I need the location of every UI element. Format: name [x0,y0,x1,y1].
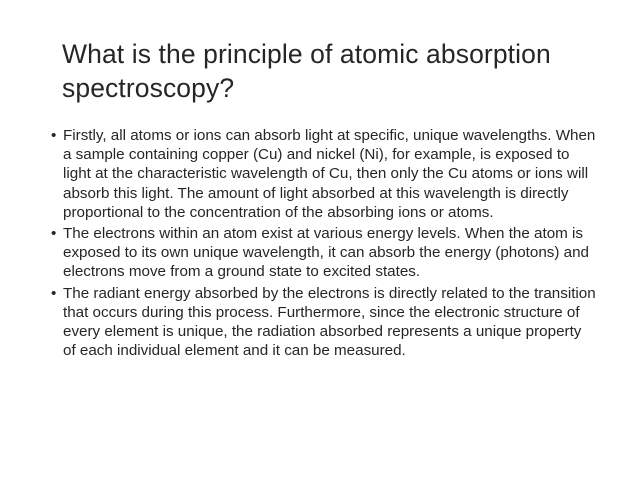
bullet-item [52,284,598,361]
bullet-item [52,224,598,282]
bullet-item [52,126,598,222]
bullet-text: The radiant energy absorbed by the electrons is directly related to the transition that occurs during this process. Furthermore, since the electronic structure of every element is unique, the radiation absorbed represents a unique property of each individual element and it can be measured. [63,284,596,360]
bullet-marker: • [51,284,57,302]
bullet-text: Firstly, all atoms or ions can absorb light at specific, unique wavelengths. When a sample containing copper (Cu) and nickel (Ni), for example, is exposed to light at the characteristic wavelength of Cu, then only the Cu atoms or ions will absorb this light. The amount of light absorbed at this wavelength is directly proportional to the concentration of the absorbing ions or atoms. [63,127,596,221]
bullet-text: The electrons within an atom exist at various energy levels. When the atom is exposed to its own unique wavelength, it can absorb the energy (photons) and electrons move from a ground state to excited states. [63,225,590,281]
bullet-marker: • [51,225,57,243]
bullet-list [52,126,598,362]
slide-title: What is the principle of atomic absorption spectroscopy? [62,39,551,103]
bullet-marker: • [51,127,57,144]
